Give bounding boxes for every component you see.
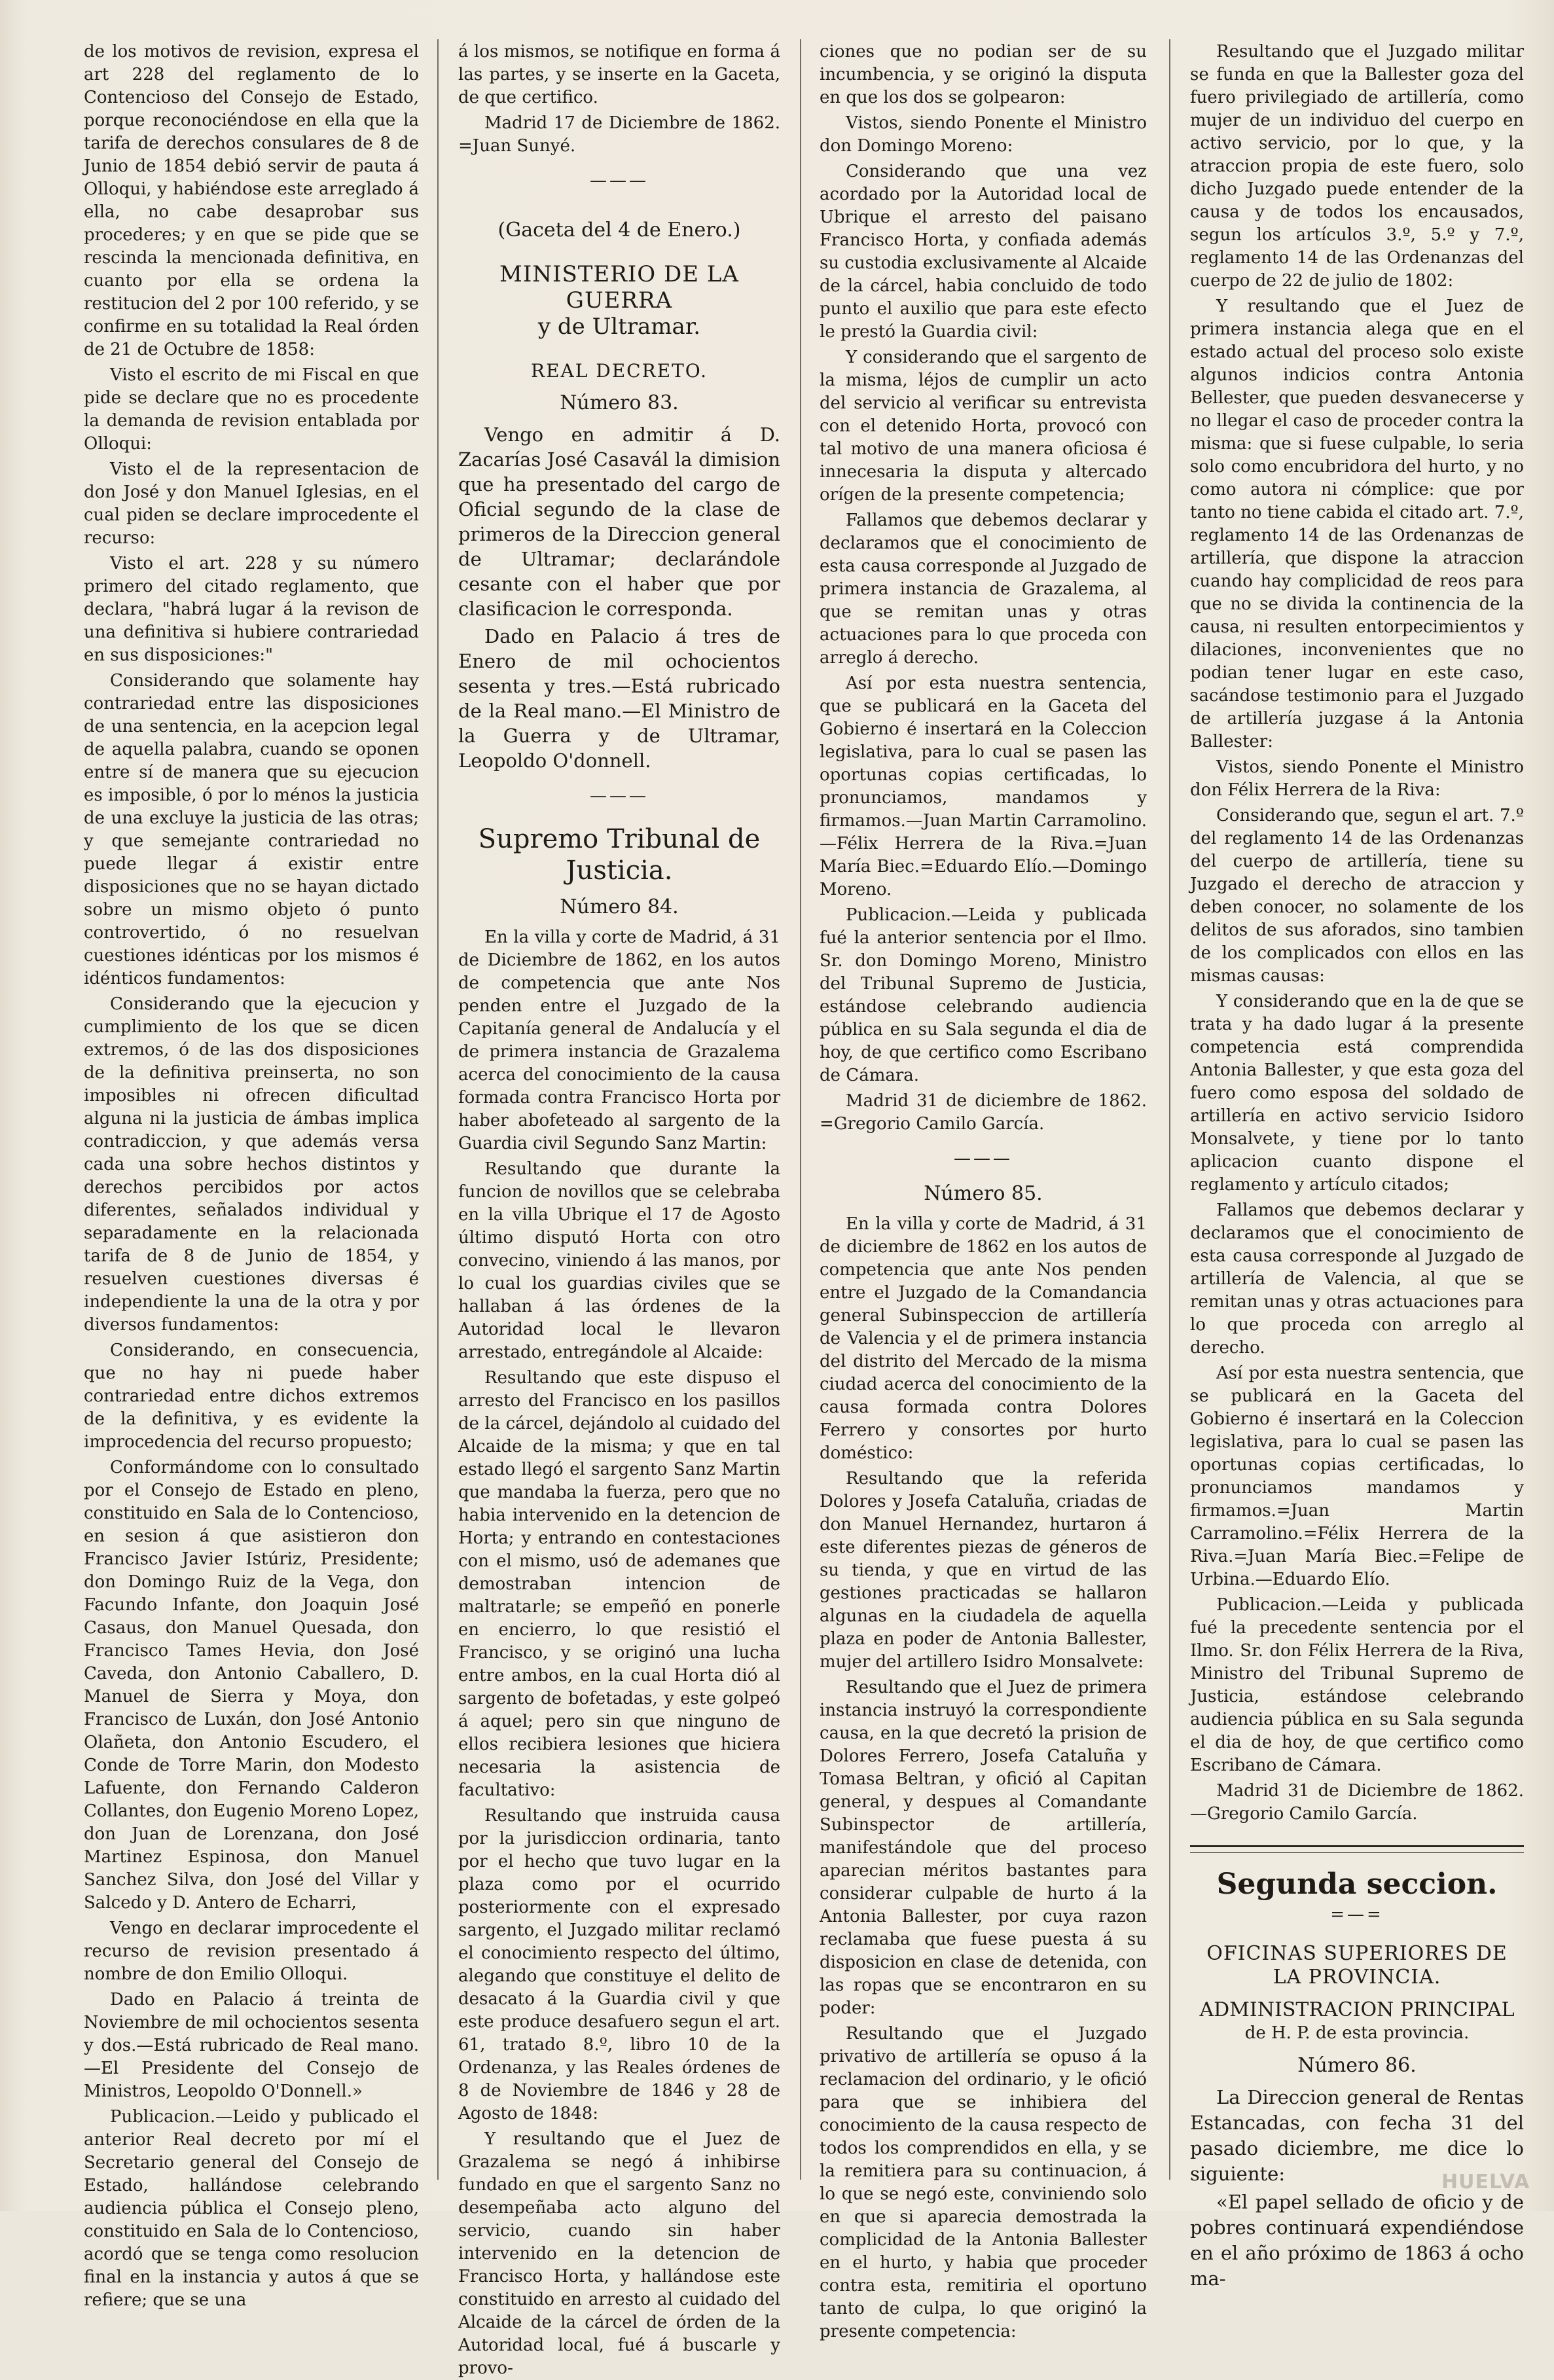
paragraph: En la villa y corte de Madrid, á 31 de Diciembre de 1862, en los autos de competencia que ante Nos penden entre el Juzgado de la Capitanía general de Andalucía y el de primera instancia de Grazalema acerca del conocimiento de la causa formada contra Francisco Horta por haber abofeteado al sargento de la Guardia civil Segundo Sanz Martin:: [458, 928, 780, 1153]
paragraph: Y considerando que el sargento de la misma, léjos de cumplir un acto del servicio al verificar su entrevista con el detenido Horta, provocó con tal motivo de una manera oficiosa é innecesaria la disputa y altercado orígen de la presente competencia;: [820, 348, 1147, 505]
column-rule: [800, 39, 801, 2180]
ministry-heading: MINISTERIO DE LA GUERRA: [499, 261, 739, 314]
paragraph: Fallamos que debemos declarar y declaramos que el conocimiento de esta causa corresponde al Juzgado de artillería de Valencia, al que se remitan unas y otras actuaciones para lo que proceda con arreglo al derecho.: [1190, 1200, 1524, 1358]
paragraph: Así por esta nuestra sentencia, que se publicará en la Gaceta del Gobierno é insertará en la Coleccion legislativa, para lo cual se pasen las oportunas copias certificadas, lo pronunciamos, mandamos y firmamos.—Juan Martin Carramolino.—Félix Herrera de la Riva.=Juan María Biec.=Eduardo Elío.—Domingo Moreno.: [820, 674, 1147, 899]
number-85-heading: Número 85.: [924, 1182, 1043, 1205]
real-decreto-heading: REAL DECRETO.: [531, 360, 708, 382]
column-1: [84, 41, 419, 2310]
paragraph: Considerando que la ejecucion y cumplimiento de los que se dicen extremos, ó de las dos disposiciones de la definitiva preinserta, no son imposibles ni ofrecen dificultad alguna ni la justicia de ámbas implica contradiccion, y que además versa cada una sobre hechos distintos y derechos percibidos por actos diferentes, señalados individual y separadamente en la relacionada tarifa de 8 de Junio de 1854, y resuelven cuestiones diversas é independiente la una de la otra y por diversos fundamentos:: [84, 994, 419, 1335]
paragraph: Considerando que una vez acordado por la Autoridad local de Ubrique el arresto del paisano Francisco Horta, y confiada además su custodia exclusivamente al Alcaide de la cárcel, habia concluido de todo punto el auxilio que para este efecto le prestó la Guardia civil:: [820, 162, 1147, 342]
gazette-date-heading: (Gaceta del 4 de Enero.): [497, 219, 741, 242]
paragraph: Dado en Palacio á treinta de Noviembre de mil ochocientos sesenta y dos.—Está rubricado de Real mano.—El Presidente del Consejo de Ministros, Leopoldo O'Donnell.»: [84, 1990, 419, 2101]
paragraph: Vistos, siendo Ponente el Ministro don Domingo Moreno:: [820, 113, 1147, 156]
paragraph: Dado en Palacio á tres de Enero de mil ochocientos sesenta y tres.—Está rubricado de la Real mano.—El Ministro de la Guerra y de Ultramar, Leopoldo O'donnell.: [458, 625, 780, 772]
signature-line: Madrid 17 de Diciembre de 1862. =Juan Sunyé.: [458, 113, 780, 156]
paragraph: Resultando que durante la funcion de novillos que se celebraba en la villa Ubrique el 17 de Agosto último disputó Horta con otro convecino, viniendo á las manos, por lo cual los guardias civiles que se hallaban á las órdenes de la Autoridad local le llevaron arrestado, entregándole al Alcaide:: [458, 1159, 780, 1362]
paragraph: Publicacion.—Leida y publicada fué la precedente sentencia por el Ilmo. Sr. don Félix Herrera de la Riva, Ministro del Tribunal Supremo de Justicia, estándose celebrando audiencia pública en su Sala segunda el dia de hoy, de que certifico como Escribano de Cámara.: [1190, 1595, 1524, 1775]
paragraph: Vengo en admitir á D. Zacarías José Casavál la dimision que ha presentado del cargo de Oficial segundo de la clase de primeros de la Direccion general de Ultramar; declarándole cesante con el haber que por clasificacion le corresponda.: [458, 424, 780, 620]
paragraph: Fallamos que debemos declarar y declaramos que el conocimiento de esta causa corresponde al Juzgado de primera instancia de Grazalema, al que se remitan unas y otras actuaciones para lo que proceda con arreglo á derecho.: [820, 511, 1147, 668]
paragraph: Considerando que solamente hay contrariedad entre las disposiciones de una sentencia, en la acepcion legal de aquella palabra, cuando se oponen entre sí de manera que su ejecucion es imposible, ó por lo ménos la justicia de una excluye la justicia de las otras; y que semejante contrariedad no puede llegar á existir entre disposiciones que no se hayan dictado sobre un mismo objeto ó punto controvertido, ó no resuelvan cuestiones idénticas por los mismos é idénticos fundamentos:: [84, 671, 419, 988]
administration-heading: ADMINISTRACION PRINCIPAL: [1199, 1998, 1515, 2021]
paragraph: Visto el de la representacion de don José y don Manuel Iglesias, en el cual piden se declare improcedente el recurso:: [84, 460, 419, 548]
paragraph: Vengo en declarar improcedente el recurso de revision presentado á nombre de don Emilio Olloqui.: [84, 1919, 419, 1984]
paragraph: Visto el art. 228 y su número primero del citado reglamento, que declara, "habrá lugar á la revison de una definitiva si hubiere contrariedad en sus disposiciones:": [84, 554, 419, 665]
paragraph: Visto el escrito de mi Fiscal en que pide se declare que no es procedente la demanda de revision entablada por Olloqui:: [84, 365, 419, 454]
paragraph: Resultando que el Juez de primera instancia instruyó la correspondiente causa, en la que decretó la prision de Dolores Ferrero, Josefa Cataluña y Tomasa Beltran, y ofició al Capitan general, y despues al Comandante Subinspector de artillería, manifestándole que del proceso aparecian méritos bastantes para considerar culpable de hurto á la Antonia Ballester, por cuya razon reclamaba que fuese puesta á su disposicion en clase de detenida, con las ropas que se encontraron en su poder:: [820, 1678, 1147, 2018]
paragraph: La Direccion general de Rentas Estancadas, con fecha 31 del pasado diciembre, me dice lo siguiente:: [1190, 2086, 1524, 2185]
administration-subheading: de H. P. de esta provincia.: [1244, 2023, 1470, 2043]
paragraph: Resultando que instruida causa por la jurisdiccion ordinaria, tanto por el hecho que tuvo lugar en la plaza como por el ocurrido posteriormente con el expresado sargento, el Juzgado militar reclamó el conocimiento respecto del último, alegando que constituye el delito de desacato á la Guardia civil y que este produce desafuero segun el art. 61, tratado 8.º, libro 10 de la Ordenanza, y las Reales órdenes de 8 de Noviembre de 1846 y 28 de Agosto de 1848:: [458, 1806, 780, 2123]
paragraph: Considerando que, segun el art. 7.º del reglamento 14 de las Ordenanzas del cuerpo de artillería, tiene su Juzgado el derecho de atraccion y deben conocer, no solamente de los delitos de sus aforados, sino tambien de los complicados con ellos en las mismas causas:: [1190, 806, 1524, 986]
tribunal-heading: Supremo Tribunal de Justicia.: [478, 824, 761, 886]
number-86-heading: Número 86.: [1297, 2054, 1417, 2077]
paragraph: Resultando que el Juzgado privativo de artillería se opuso á la reclamacion del ordinario, y le ofició para que se inhibiera del conocimiento de la causa respecto de todos los comprendidos en ella, y se la remitiera para su continuacion, á lo que se negó este, conviniendo solo en que si aparecia demostrada la complicidad de la Antonia Ballester en el hurto, y habia que proceder contra esta, remitiria el oportuno tanto de culpa, lo que originó la presente competencia:: [820, 2024, 1147, 2341]
paragraph: Y resultando que el Juez de primera instancia alega que en el estado actual del proceso solo existe algunos indicios contra Antonia Bellester, que pueden desvanecerse y no llegar el caso de proceder contra la misma: que si fuese culpable, lo seria solo como encubridora del hurto, y no como autora ni cómplice: que por tanto no tiene cabida el citado art. 7.º, reglamento 14 de las Ordenanzas de artillería, que dispone la atraccion cuando hay complicidad de reos para que no se divida la continencia de la causa, ni resulten entorpecimientos y dilaciones, inconvenientes que no podian tener lugar en este caso, sacándose testimonio para el Juzgado de artillería juzgase á la Antonia Ballester:: [1190, 297, 1524, 751]
offices-heading: OFICINAS SUPERIORES DE LA PROVINCIA.: [1206, 1942, 1508, 1989]
number-83-heading: Número 83.: [560, 391, 679, 414]
column-2: [458, 41, 780, 2378]
paragraph: á los mismos, se notifique en forma á las partes, y se inserte en la Gaceta, de que certifico.: [458, 42, 780, 107]
signature-line: Madrid 31 de diciembre de 1862. =Gregorio Camilo García.: [820, 1091, 1147, 1134]
section-heading: Segunda seccion.: [1216, 1867, 1498, 1901]
ministry-subheading: y de Ultramar.: [537, 314, 701, 340]
paragraph: Publicacion.—Leida y publicada fué la anterior sentencia por el Ilmo. Sr. don Domingo Moreno, Ministro del Tribunal Supremo de Justicia, estándose celebrando audiencia pública en su Sala segunda el dia de hoy, de que certifico como Escribano de Cámara.: [820, 905, 1147, 1085]
paragraph: ciones que no podian ser de su incumbencia, y se originó la disputa en que los dos se golpearon:: [820, 42, 1147, 107]
paragraph: Considerando, en consecuencia, que no hay ni puede haber contrariedad entre dichos extremos de la definitiva, y es evidente la improcedencia del recurso propuesto;: [84, 1341, 419, 1452]
paragraph: Así por esta nuestra sentencia, que se publicará en la Gaceta del Gobierno é insertará en la Coleccion legislativa, para lo cual se pasen las oportunas copias certificadas, lo pronunciamos mandamos y firmamos.=Juan Martin Carramolino.=Félix Herrera de la Riva.=Juan María Biec.=Felipe de Urbina.—Eduardo Elío.: [1190, 1363, 1524, 1589]
double-rule: [1190, 1845, 1524, 1853]
separator: =—=: [1330, 1905, 1384, 1924]
paragraph: de los motivos de revision, expresa el art 228 del reglamento de lo Contencioso del Consejo de Estado, porque reconociéndose en ella que la tarifa de derechos consulares de 8 de Junio de 1854 debió servir de pauta á Olloqui, y habiéndose este arreglado á ella, no cabe desaprobar sus procederes; y en que se pide que se rescinda la mencionada definitiva, en cuanto por ella se ordena la restitucion del 2 por 100 referido, y se confirme en su totalidad la Real órden de 21 de Octubre de 1858:: [84, 42, 419, 359]
separator: ———: [590, 171, 649, 190]
column-3: [820, 41, 1147, 2341]
paragraph: Resultando que este dispuso el arresto del Francisco en los pasillos de la cárcel, dejándolo al cuidado del Alcaide de la misma; y que en tal estado llegó el sargento Sanz Martin que mandaba la fuerza, pero que no habia intervenido en la detencion de Horta; y entrando en contestaciones con el mismo, usó de ademanes que demostraban intencion de maltratarle; se empeñó en ponerle en encierro, lo que resistió el Francisco, y se originó una lucha entre ambos, en la cual Horta dió al sargento de bofetadas, y este golpeó á aquel; pero sin que ninguno de ellos recibiera lesiones que hiciera necesaria la asistencia de facultativo:: [458, 1368, 780, 1800]
signature-line: Madrid 31 de Diciembre de 1862. —Gregorio Camilo García.: [1190, 1781, 1524, 1824]
separator: ———: [954, 1149, 1013, 1168]
paragraph: Vistos, siendo Ponente el Ministro don Félix Herrera de la Riva:: [1190, 757, 1524, 800]
paragraph: Conformándome con lo consultado por el Consejo de Estado en pleno, constituido en Sala de lo Contencioso, en sesion á que asistieron don Francisco Javier Istúriz, Presidente; don Domingo Ruiz de la Vega, don Facundo Infante, don Joaquin José Casaus, don Manuel Quesada, don Francisco Tames Hevia, don José Caveda, don Antonio Caballero, D. Manuel de Sierra y Moya, don Francisco de Luxán, don José Antonio Olañeta, don Antonio Escudero, el Conde de Torre Marin, don Modesto Lafuente, don Fernando Calderon Collantes, don Eugenio Moreno Lopez, don Juan de Lorenzana, don José Martinez Espinosa, don Manuel Sanchez Silva, don José del Villar y Salcedo y D. Antero de Echarri,: [84, 1458, 419, 1913]
paragraph: Y resultando que el Juez de Grazalema se negó á inhibirse fundado en que el sargento Sanz no desempeñaba acto alguno del servicio, cuando sin haber intervenido en la detencion de Francisco Horta, y hallándose este constituido en arresto al cuidado del Alcaide de la cárcel de órden de la Autoridad local, fué á buscarle y provo-: [458, 2129, 780, 2378]
paragraph: Resultando que el Juzgado militar se funda en que la Ballester goza del fuero privilegiado de artillería, como mujer de un individuo del cuerpo en activo servicio, por lo que, y la atraccion propia de este fuero, solo dicho Juzgado puede entender de la causa y de todos los encausados, segun los artículos 3.º, 5.º y 7.º, reglamento 14 de las Ordenanzas del cuerpo de 22 de julio de 1802:: [1190, 42, 1524, 291]
column-4: [1190, 41, 1524, 2290]
paragraph: Resultando que la referida Dolores y Josefa Cataluña, criadas de don Manuel Hernandez, hurtaron á este diferentes piezas de géneros de su tienda, y que en virtud de las gestiones practicadas se hallaron algunas en la ciudadela de aquella plaza en poder de Antonia Ballester, mujer del artillero Isidro Monsalvete:: [820, 1469, 1147, 1672]
column-rule: [437, 39, 439, 2180]
paragraph: Publicacion.—Leido y publicado el anterior Real decreto por mí el Secretario general del Consejo de Estado, hallándose celebrando audiencia pública el Consejo pleno, constituido en Sala de lo Contencioso, acordó que se tenga como resolucion final en la instancia y autos á que se refiere; que se una: [84, 2107, 419, 2310]
separator: ———: [590, 786, 649, 806]
paragraph: En la villa y corte de Madrid, á 31 de diciembre de 1862 en los autos de competencia que ante Nos penden entre el Juzgado de la Comandancia general Subinspeccion de artillería de Valencia y el de primera instancia del distrito del Mercado de la misma ciudad acerca del conocimiento de la causa formada contra Dolores Ferrero y consortes por hurto doméstico:: [820, 1214, 1147, 1463]
number-84-heading: Número 84.: [560, 895, 679, 918]
column-rule: [1169, 39, 1170, 2180]
watermark-logo: HUELVA: [1441, 2171, 1530, 2193]
paragraph: «El papel sellado de oficio y de pobres continuará expendiéndose en el año próximo de 1863 á ocho ma-: [1190, 2191, 1524, 2290]
paragraph: Y considerando que en la de que se trata y ha dado lugar á la presente competencia está comprendida Antonia Ballester, y que esta goza del fuero como esposa del soldado de artillería en activo servicio Isidoro Monsalvete, y tiene por lo tanto aplicacion cuanto dispone el reglamento y artículo citados;: [1190, 992, 1524, 1195]
